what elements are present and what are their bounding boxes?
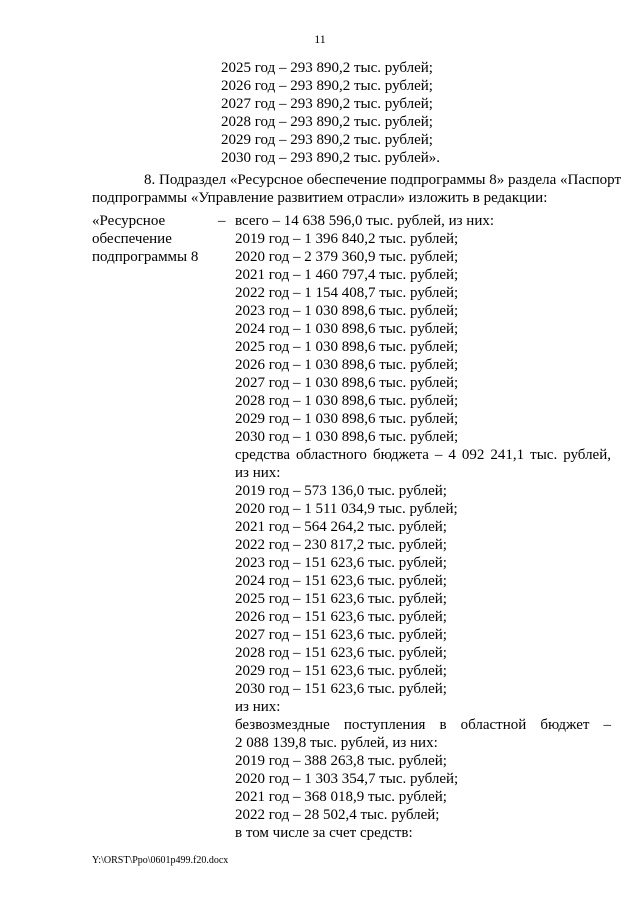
list-item: 2024 год – 1 030 898,6 тыс. рублей; bbox=[235, 321, 459, 337]
amendment-paragraph bbox=[92, 171, 622, 207]
list-item: 2026 год – 151 623,6 тыс. рублей; bbox=[235, 609, 447, 625]
list-item: 2030 год – 151 623,6 тыс. рублей; bbox=[235, 681, 447, 697]
including-label: в том числе за счет средств: bbox=[235, 825, 413, 841]
label-line: обеспечение bbox=[92, 231, 172, 247]
label-line: «Ресурсное bbox=[92, 213, 166, 229]
list-item: 2020 год – 2 379 360,9 тыс. рублей; bbox=[235, 249, 459, 265]
list-item: 2030 год – 293 890,2 тыс. рублей». bbox=[221, 150, 441, 166]
list-item: 2020 год – 1 511 034,9 тыс. рублей; bbox=[235, 501, 458, 517]
list-item: 2022 год – 230 817,2 тыс. рублей; bbox=[235, 537, 447, 553]
list-item: 2021 год – 1 460 797,4 тыс. рублей; bbox=[235, 267, 459, 283]
list-item: 2029 год – 1 030 898,6 тыс. рублей; bbox=[235, 411, 459, 427]
of-them-label: из них: bbox=[235, 699, 281, 715]
list-item: 2023 год – 151 623,6 тыс. рублей; bbox=[235, 555, 447, 571]
top-year-list bbox=[221, 59, 440, 167]
list-item: 2019 год – 388 263,8 тыс. рублей; bbox=[235, 753, 447, 769]
file-path-footer: Y:\ORST\Ppo\0601p499.f20.docx bbox=[92, 855, 229, 866]
list-item: 2028 год – 1 030 898,6 тыс. рублей; bbox=[235, 393, 459, 409]
list-item: 2022 год – 1 154 408,7 тыс. рублей; bbox=[235, 285, 459, 301]
total-line: всего – 14 638 596,0 тыс. рублей, из них: bbox=[235, 213, 495, 229]
regional-budget-line: средства областного бюджета – 4 092 241,1 тыс. рублей, bbox=[235, 447, 611, 463]
paragraph-line-2: подпрограммы «Управление развитием отрасли» изложить в редакции: bbox=[92, 190, 548, 206]
list-item: 2022 год – 28 502,4 тыс. рублей; bbox=[235, 807, 440, 823]
list-item: 2023 год – 1 030 898,6 тыс. рублей; bbox=[235, 303, 459, 319]
list-item: 2019 год – 573 136,0 тыс. рублей; bbox=[235, 483, 447, 499]
regional-budget-line-2: из них: bbox=[235, 465, 281, 481]
grants-line-2: 2 088 139,8 тыс. рублей, из них: bbox=[235, 735, 438, 751]
label-line: подпрограммы 8 bbox=[92, 249, 199, 265]
grants-line: безвозмездные поступления в областной бюджет – bbox=[235, 717, 611, 733]
list-item: 2026 год – 293 890,2 тыс. рублей; bbox=[221, 78, 433, 94]
list-item: 2028 год – 151 623,6 тыс. рублей; bbox=[235, 645, 447, 661]
page-number: 11 bbox=[314, 32, 326, 46]
list-item: 2028 год – 293 890,2 тыс. рублей; bbox=[221, 114, 433, 130]
list-item: 2025 год – 151 623,6 тыс. рублей; bbox=[235, 591, 447, 607]
list-item: 2020 год – 1 303 354,7 тыс. рублей; bbox=[235, 771, 459, 787]
list-item: 2021 год – 564 264,2 тыс. рублей; bbox=[235, 519, 447, 535]
list-item: 2029 год – 293 890,2 тыс. рублей; bbox=[221, 132, 433, 148]
separator-dash: – bbox=[218, 213, 226, 229]
list-item: 2027 год – 1 030 898,6 тыс. рублей; bbox=[235, 375, 459, 391]
paragraph-line-1: 8. Подраздел «Ресурсное обеспечение подпрограммы 8» раздела «Паспорт bbox=[144, 172, 622, 188]
list-item: 2024 год – 151 623,6 тыс. рублей; bbox=[235, 573, 447, 589]
resource-label bbox=[92, 212, 212, 266]
list-item: 2026 год – 1 030 898,6 тыс. рублей; bbox=[235, 357, 459, 373]
list-item: 2025 год – 293 890,2 тыс. рублей; bbox=[221, 60, 433, 76]
list-item: 2030 год – 1 030 898,6 тыс. рублей; bbox=[235, 429, 459, 445]
list-item: 2029 год – 151 623,6 тыс. рублей; bbox=[235, 663, 447, 679]
list-item: 2019 год – 1 396 840,2 тыс. рублей; bbox=[235, 231, 459, 247]
resource-values bbox=[235, 212, 611, 842]
list-item: 2021 год – 368 018,9 тыс. рублей; bbox=[235, 789, 447, 805]
list-item: 2027 год – 151 623,6 тыс. рублей; bbox=[235, 627, 447, 643]
list-item: 2025 год – 1 030 898,6 тыс. рублей; bbox=[235, 339, 459, 355]
list-item: 2027 год – 293 890,2 тыс. рублей; bbox=[221, 96, 433, 112]
